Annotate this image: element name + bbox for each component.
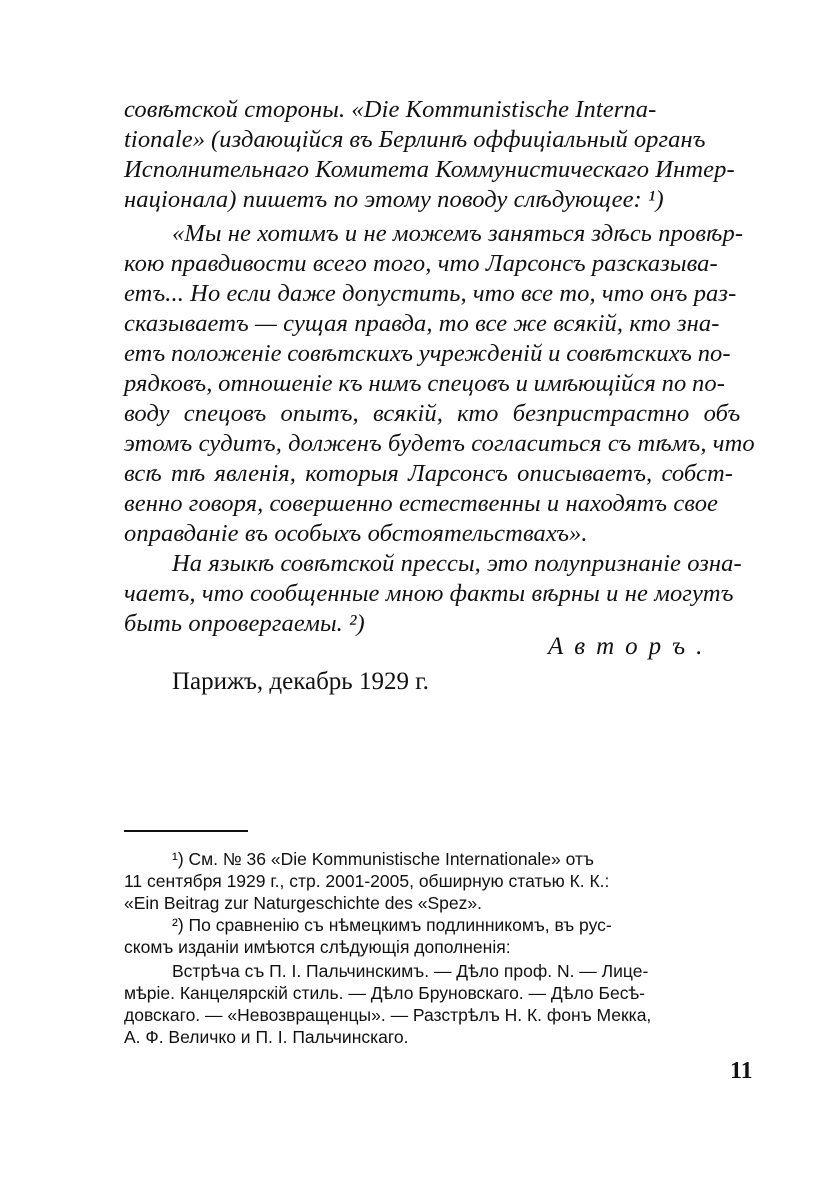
text-line: всѣ тѣ явленія, которыя Ларсонсъ описываетъ, собст- [124,460,733,487]
text-line: рядковъ, отношеніе къ нимъ спецовъ и имѣющійся по по- [124,370,725,397]
footnote-line: 11 сентября 1929 г., стр. 2001-2005, обширную статью К. К.: [124,871,610,891]
footnote-line: скомъ изданіи имѣются слѣдующія дополненія: [124,937,511,957]
text-line: Исполнительнаго Комитета Коммунистическаго Интер- [124,156,735,183]
footnote-rule [124,830,248,832]
text-line: совѣтской стороны. «Die Kommunistische Interna- [124,96,657,123]
footnote-line: ²) По сравненію съ нѣмецкимъ подлинникомъ, въ рус- [172,915,612,935]
author-signature: Авторъ. [548,633,714,660]
footnote-line: Встрѣча съ П. І. Пальчинскимъ. — Дѣло проф. N. — Лице- [172,961,649,981]
text-line: На языкѣ совѣтской прессы, это полупризнаніе озна- [172,550,742,577]
footnote-line: А. Ф. Величко и П. І. Пальчинскаго. [124,1027,409,1047]
text-line: венно говоря, совершенно естественны и находятъ свое [124,490,719,517]
text-line: оправданіе въ особыхъ обстоятельствахъ». [124,520,588,547]
text-line: націонала) пишетъ по этому поводу слѣдующее: ¹) [124,186,664,213]
footnote-line: мѣріе. Канцелярскій стиль. — Дѣло Бруновскаго. — Дѣло Бесѣ- [124,983,645,1003]
text-line: етъ... Но если даже допустить, что все то, что онъ раз- [124,280,737,307]
footnote-line: «Ein Beitrag zur Naturgeschichte des «Spez». [124,893,482,913]
text-line: «Мы не хотимъ и не можемъ заняться здѣсь провѣр- [172,220,744,247]
text-line: tionale» (издающійся въ Берлинѣ оффиціальный органъ [124,126,706,153]
text-line: этомъ судитъ, долженъ будетъ согласиться съ тѣмъ, что [124,430,755,457]
text-line: воду спецовъ опытъ, всякій, кто безпристрастно объ [124,400,741,427]
text-line: етъ положеніе совѣтскихъ учрежденій и совѣтскихъ по- [124,340,731,367]
page-number: 11 [730,1058,753,1084]
place-date: Парижъ, декабрь 1929 г. [172,668,429,695]
text-line: быть опровергаемы. ²) [124,610,365,637]
text-line: сказываетъ — сущая правда, то все же всякій, кто зна- [124,310,720,337]
text-line: кою правдивости всего того, что Ларсонсъ разсказыва- [124,250,718,277]
footnote-line: довскаго. — «Невозвращенцы». — Разстрѣлъ Н. К. фонъ Мекка, [124,1005,652,1025]
footnote-line: ¹) См. № 36 «Die Kommunistische Internationale» отъ [172,849,594,869]
text-line: чаетъ, что сообщенные мною факты вѣрны и не могутъ [124,580,734,607]
